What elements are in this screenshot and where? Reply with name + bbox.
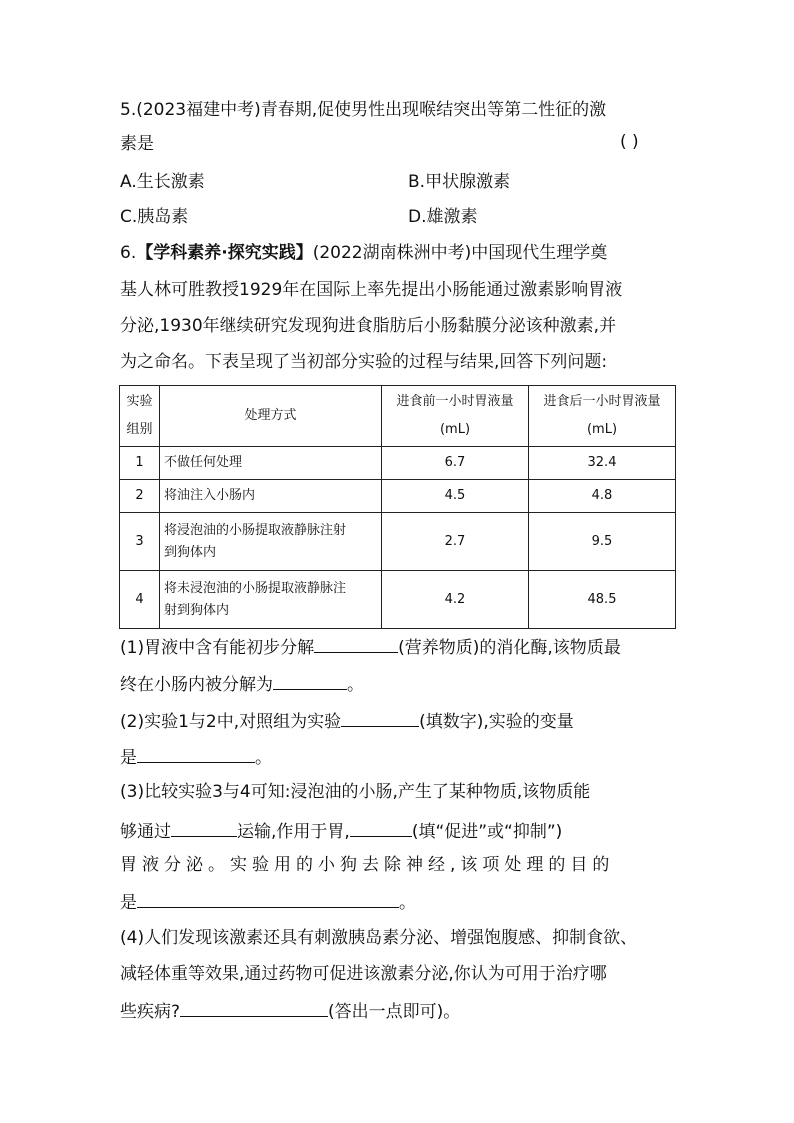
- q5-option-b[interactable]: B.甲状腺激素: [408, 172, 511, 192]
- row-after: 4.8: [529, 480, 676, 513]
- header-before-line1: 进食前一小时胃液量: [396, 394, 514, 409]
- row-method: [160, 513, 382, 571]
- q5-answer-paren[interactable]: ( ): [620, 132, 639, 152]
- sub4-line2: 减轻体重等效果,通过药物可促进该激素分泌,你认为可用于治疗哪: [120, 964, 607, 984]
- sub2-text-a: (2)实验1与2中,对照组为实验: [120, 712, 342, 732]
- header-after-line2: (mL): [586, 422, 618, 437]
- sub2-line2: [120, 744, 272, 770]
- header-after: [529, 386, 676, 447]
- row-method-line1: 将浸泡油的小肠提取液静脉注射: [164, 522, 347, 538]
- sub1-text-b: (营养物质)的消化酶,该物质最: [398, 638, 621, 658]
- sub4-blank-1[interactable]: [180, 998, 328, 1017]
- row-method: 不做任何处理: [160, 447, 382, 480]
- q5-options-row1: [120, 170, 680, 194]
- sub3-line2: [120, 818, 562, 844]
- sub3-text-d: (填“促进”或“抑制”): [411, 822, 563, 842]
- row-before: 2.7: [382, 513, 529, 571]
- q6-stem-line2: 基人林可胜教授1929年在国际上率先提出小肠能通过激素影响胃液: [120, 280, 623, 300]
- q6-stem-line4: 为之命名。下表呈现了当初部分实验的过程与结果,回答下列问题:: [120, 352, 608, 372]
- table-row: [120, 571, 676, 629]
- q6-stem-rest: (2022湖南株洲中考)中国现代生理学奠: [312, 243, 608, 263]
- q6-number: 6.: [120, 243, 137, 263]
- table-row: [120, 513, 676, 571]
- row-group: 1: [120, 447, 160, 480]
- sub3-line4: [120, 889, 416, 915]
- row-group: 3: [120, 513, 160, 571]
- row-method-line2: 到狗体内: [164, 544, 217, 560]
- row-after: 32.4: [529, 447, 676, 480]
- q6-stem-line1: [120, 241, 607, 265]
- sub2-line1: [120, 708, 574, 734]
- header-group: [120, 386, 160, 447]
- sub1-text-a: (1)胃液中含有能初步分解: [120, 638, 315, 658]
- sub3-line1: (3)比较实验3与4可知:浸泡油的小肠,产生了某种物质,该物质能: [120, 782, 591, 802]
- q5-option-d[interactable]: D.雄激素: [408, 207, 478, 227]
- sub3-text-f: 是: [120, 893, 137, 913]
- table-row: [120, 480, 676, 513]
- sub1-text-d: 。: [347, 675, 364, 695]
- q6-stem-line3: 分泌,1930年继续研究发现狗进食脂肪后小肠黏膜分泌该种激素,并: [120, 316, 617, 336]
- header-before-line2: (mL): [439, 422, 471, 437]
- sub4-text-d: (答出一点即可)。: [328, 1002, 461, 1022]
- sub3-line3: 胃液分泌。实验用的小狗去除神经,该项处理的目的: [120, 855, 615, 875]
- sub2-text-d: 。: [255, 748, 272, 768]
- sub3-blank-3[interactable]: [137, 889, 399, 908]
- row-method: [160, 571, 382, 629]
- sub4-line3: [120, 998, 460, 1024]
- header-before: [382, 386, 529, 447]
- sub2-text-b: (填数字),实验的变量: [419, 712, 574, 732]
- row-method-line1: 将未浸泡油的小肠提取液静脉注: [164, 580, 347, 596]
- row-group: 4: [120, 571, 160, 629]
- q6-tag: 【学科素养·探究实践】: [136, 243, 313, 263]
- sub3-blank-2[interactable]: [350, 818, 412, 837]
- sub3-text-c: 运输,作用于胃,: [237, 822, 350, 842]
- sub2-blank-1[interactable]: [341, 708, 419, 727]
- sub1-text-c: 终在小肠内被分解为: [120, 675, 273, 695]
- experiment-table: [119, 385, 676, 629]
- table-header-row: [120, 386, 676, 447]
- table-row: [120, 447, 676, 480]
- row-before: 4.2: [382, 571, 529, 629]
- row-after: 9.5: [529, 513, 676, 571]
- header-method: 处理方式: [160, 386, 382, 447]
- q5-options-row2: [120, 205, 680, 229]
- q5-stem-line1: 5.(2023福建中考)青春期,促使男性出现喉结突出等第二性征的激: [120, 100, 607, 120]
- sub1-blank-2[interactable]: [273, 671, 347, 690]
- header-after-line1: 进食后一小时胃液量: [543, 394, 661, 409]
- sub3-blank-1[interactable]: [171, 818, 237, 837]
- sub1-line2: [120, 671, 364, 697]
- sub4-line1: (4)人们发现该激素还具有刺激胰岛素分泌、增强饱腹感、抑制食欲、: [120, 928, 638, 948]
- header-group-line2: 组别: [126, 422, 153, 437]
- sub3-text-b: 够通过: [120, 822, 171, 842]
- q5-stem-line2: 素是: [120, 134, 154, 154]
- sub2-blank-2[interactable]: [137, 744, 255, 763]
- row-before: 4.5: [382, 480, 529, 513]
- header-group-line1: 实验: [126, 394, 153, 409]
- sub3-text-g: 。: [399, 893, 416, 913]
- sub2-text-c: 是: [120, 748, 137, 768]
- sub4-text-c: 些疾病?: [120, 1002, 181, 1022]
- row-after: 48.5: [529, 571, 676, 629]
- row-before: 6.7: [382, 447, 529, 480]
- sub1-blank-1[interactable]: [314, 634, 398, 653]
- row-method: 将油注入小肠内: [160, 480, 382, 513]
- row-method-line2: 射到狗体内: [164, 602, 230, 618]
- row-group: 2: [120, 480, 160, 513]
- q5-option-c[interactable]: C.胰岛素: [120, 207, 189, 227]
- sub1-line1: [120, 634, 621, 660]
- q5-option-a[interactable]: A.生长激素: [120, 172, 205, 192]
